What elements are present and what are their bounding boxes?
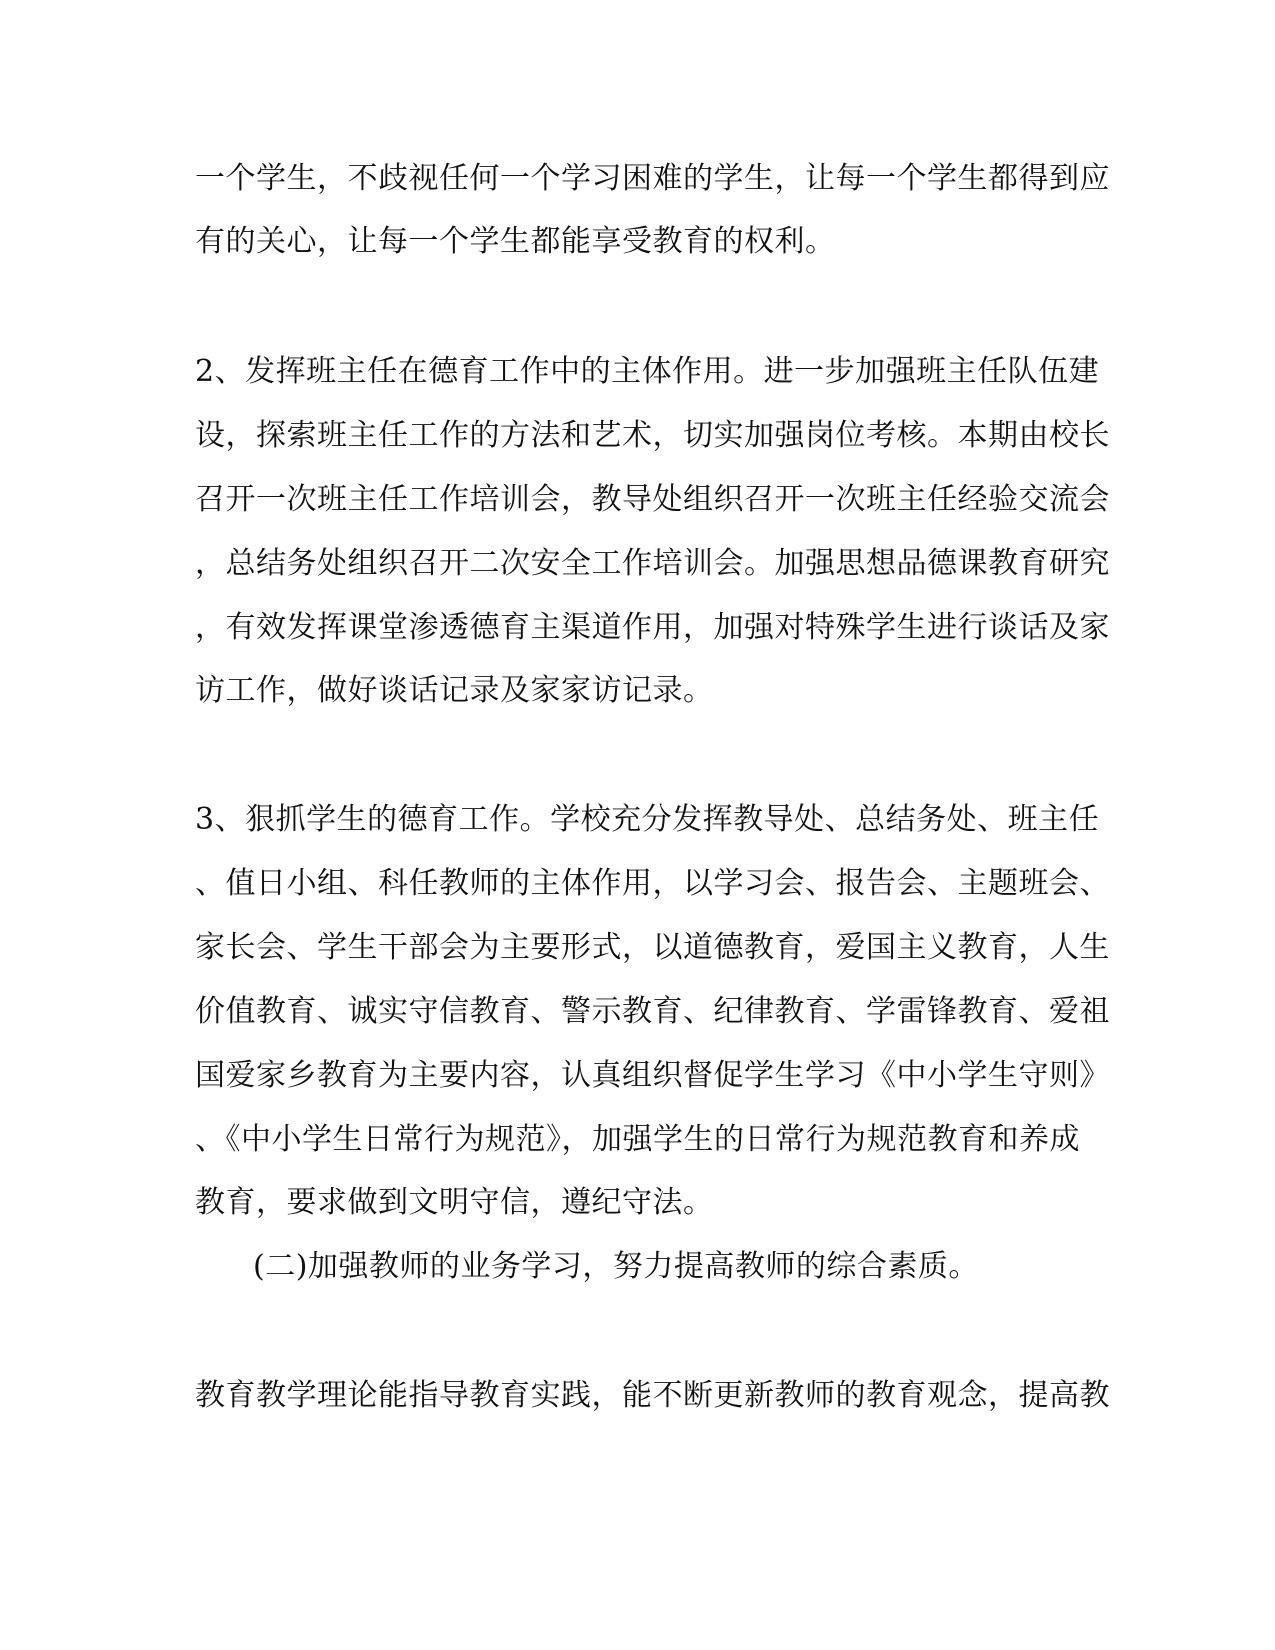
text-line: ，总结务处组织召开二次安全工作培训会。加强思想品德课教育研究	[195, 546, 1110, 581]
text-line: 国爱家乡教育为主要内容，认真组织督促学生学习《中小学生守则》	[195, 1058, 1110, 1093]
text-line: 有的关心，让每一个学生都能享受教育的权利。	[195, 224, 836, 259]
text-line: 教育教学理论能指导教育实践，能不断更新教师的教育观念，提高教	[195, 1378, 1110, 1413]
text-line: 2、发挥班主任在德育工作中的主体作用。进一步加强班主任队伍建	[195, 354, 1100, 389]
text-line: 、值日小组、科任教师的主体作用，以学习会、报告会、主题班会、	[195, 866, 1110, 901]
text-line: 价值教育、诚实守信教育、警示教育、纪律教育、学雷锋教育、爱祖	[195, 994, 1110, 1029]
text-line: 3、狠抓学生的德育工作。学校充分发挥教导处、总结务处、班主任	[195, 802, 1100, 837]
text-line: ，有效发挥课堂渗透德育主渠道作用，加强对特殊学生进行谈话及家	[195, 610, 1110, 645]
text-line: 、《中小学生日常行为规范》，加强学生的日常行为规范教育和养成	[195, 1122, 1080, 1157]
text-line: 召开一次班主任工作培训会，教导处组织召开一次班主任经验交流会	[195, 482, 1110, 517]
text-line: 一个学生，不歧视任何一个学习困难的学生，让每一个学生都得到应	[195, 161, 1110, 196]
text-line: 教育，要求做到文明守信，遵纪守法。	[195, 1185, 714, 1220]
text-line: 访工作，做好谈话记录及家家访记录。	[195, 673, 714, 708]
text-line: 家长会、学生干部会为主要形式，以道德教育，爱国主义教育，人生	[195, 930, 1110, 965]
section-heading: (二)加强教师的业务学习，努力提高教师的综合素质。	[253, 1249, 979, 1284]
text-line: 设，探索班主任工作的方法和艺术，切实加强岗位考核。本期由校长	[195, 418, 1110, 453]
